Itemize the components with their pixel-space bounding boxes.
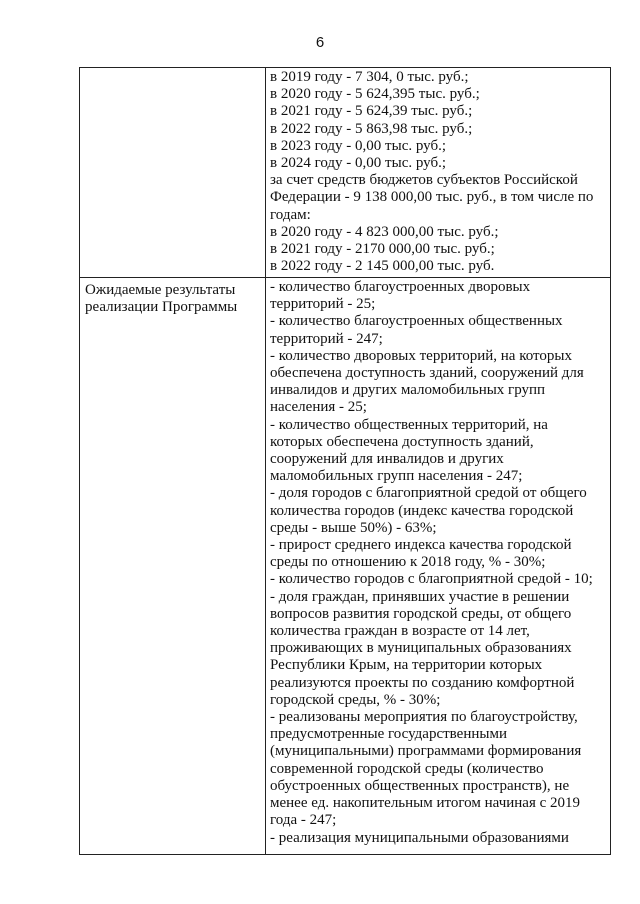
expected-results-text-line: территорий - 25; <box>270 296 376 313</box>
table-cell-label-expected-results <box>80 278 266 854</box>
expected-results-text-line: - доля городов с благоприятной средой от общего <box>270 485 587 502</box>
expected-results-text-line: которых обеспечена доступность зданий, <box>270 433 534 450</box>
expected-results-text-line: среды - выше 50%) - 63%; <box>270 519 437 536</box>
funding-text-line: годам: <box>270 206 311 223</box>
expected-results-text-line: городской среды, % - 30%; <box>270 691 441 708</box>
table-row-funding <box>80 68 610 278</box>
table-cell-expected-results <box>266 278 610 854</box>
page-number: 6 <box>315 34 325 51</box>
expected-results-text-line: проживающих в муниципальных образованиях <box>270 640 572 657</box>
expected-results-text-line: - количество городов с благоприятной средой - 10; <box>270 571 593 588</box>
expected-results-text-line: обеспечена доступность зданий, сооружений для <box>270 365 584 382</box>
expected-results-text-line: - количество благоустроенных дворовых <box>270 279 531 295</box>
expected-results-text-line: - количество дворовых территорий, на которых <box>270 347 572 364</box>
expected-results-text-line: количества городов (индекс качества городской <box>270 502 574 519</box>
expected-results-text-line: - реализованы мероприятия по благоустройству, <box>270 709 578 726</box>
funding-text-line: за счет средств бюджетов субъектов Российской <box>270 172 578 189</box>
expected-results-text-line: населения - 25; <box>270 399 367 416</box>
funding-text-line: Федерации - 9 138 000,00 тыс. руб., в том числе по <box>270 189 594 206</box>
table-cell-label-empty <box>80 68 266 277</box>
funding-text-line: в 2022 году - 2 145 000,00 тыс. руб. <box>270 258 495 275</box>
expected-results-text-line: реализуются проекты по созданию комфортной <box>270 674 575 691</box>
expected-results-label-line: Ожидаемые результаты <box>85 282 236 298</box>
expected-results-text-line: - прирост среднего индекса качества городской <box>270 537 572 554</box>
table-cell-funding-details <box>266 68 610 277</box>
expected-results-text-line: вопросов развития городской среды, от общего <box>270 605 572 622</box>
funding-text-line: в 2023 году - 0,00 тыс. руб.; <box>270 137 447 154</box>
expected-results-text-line: среды по отношению к 2018 году, % - 30%; <box>270 554 546 571</box>
expected-results-text-line: обустроенных общественных пространств), не <box>270 777 570 794</box>
expected-results-text-line: - количество благоустроенных общественных <box>270 313 563 330</box>
expected-results-text-line: предусмотренные государственными <box>270 726 507 743</box>
expected-results-text-line: менее ед. накопительным итогом начиная с 2019 <box>270 795 581 812</box>
expected-results-text-line: инвалидов и других маломобильных групп <box>270 382 546 399</box>
expected-results-text-line: Республики Крым, на территории которых <box>270 657 543 674</box>
expected-results-text-line: маломобильных групп населения - 247; <box>270 468 523 485</box>
funding-text-line: в 2020 году - 5 624,395 тыс. руб.; <box>270 86 480 103</box>
expected-results-text-line: года - 247; <box>270 812 337 829</box>
table-row-expected-results <box>80 278 610 854</box>
expected-results-text-line: - количество общественных территорий, на <box>270 416 548 433</box>
expected-results-text-line: сооружений для инвалидов и других <box>270 451 504 468</box>
expected-results-text-line: территорий - 247; <box>270 330 383 347</box>
funding-text-line: в 2024 году - 0,00 тыс. руб.; <box>270 155 447 172</box>
expected-results-text-line: количества граждан в возрасте от 14 лет, <box>270 623 530 640</box>
funding-text-line: в 2022 году - 5 863,98 тыс. руб.; <box>270 120 473 137</box>
program-passport-table <box>79 67 611 855</box>
expected-results-text-line: - реализация муниципальными образованиями <box>270 829 569 846</box>
expected-results-label-line: реализации Программы <box>85 299 238 316</box>
expected-results-text-line: современной городской среды (количество <box>270 760 544 777</box>
funding-text-line: в 2019 году - 7 304, 0 тыс. руб.; <box>270 69 469 85</box>
funding-text-line: в 2021 году - 2170 000,00 тыс. руб.; <box>270 241 495 258</box>
expected-results-text-line: (муниципальными) программами формирования <box>270 743 582 760</box>
funding-text-line: в 2021 году - 5 624,39 тыс. руб.; <box>270 103 473 120</box>
expected-results-text-line: - доля граждан, принявших участие в решении <box>270 588 570 605</box>
funding-text-line: в 2020 году - 4 823 000,00 тыс. руб.; <box>270 223 499 240</box>
